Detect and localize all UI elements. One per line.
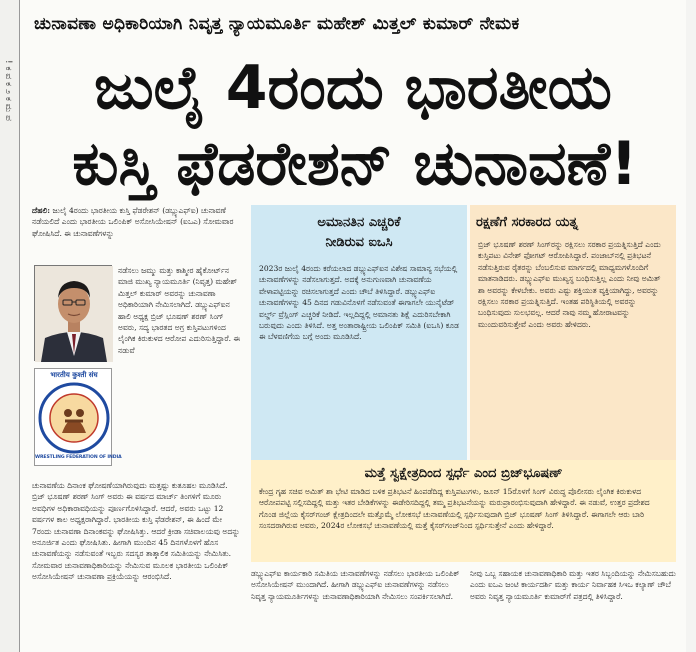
- adjacent-page-fragment: ! ಕ ವ ಕ ೨ ಕ ಮ ಪ: [3, 60, 13, 121]
- govt-protection-box: [470, 205, 676, 460]
- logo-bottom-text: WRESTLING FEDERATION OF INDIA: [35, 455, 122, 460]
- wfi-logo: [34, 368, 122, 466]
- ioc-box-title: [251, 213, 467, 253]
- portrait-photo: [34, 265, 112, 361]
- govt-box-title: ರಕ್ಷಣೆಗೆ ಸರಕಾರದ ಯತ್ನ: [476, 215, 579, 230]
- article-tail-right: ನೀವು ಒಬ್ಬ ಸಹಾಯಕ ಚುನಾವಣಾಧಿಕಾರಿ ಮತ್ತು ಇತರ ಸಿಬ್ಬಂದಿಯನ್ನು ನೇಮಿಸಬಹುದು ಎಂದು ಐಒಎ ಜಂಟಿ ಕಾರ್ಯದರ್ಶಿ ಮತ್ತು ಕಾರ್ಯ ನಿರ್ವಾಹಕ ಸಿಇಒ ಕಲ್ಯಾಣ್ ಚೌಬೆ ಅವರು ನಿವೃತ್ತ ನ್ಯಾಯಮೂರ್ತಿ ಕುಮಾರ್‌ಗೆ ಪತ್ರದಲ್ಲಿ ತಿಳಿಸಿದ್ದಾರೆ.: [470, 569, 676, 601]
- page-edge: [686, 0, 696, 652]
- intro-text: ಜುಲೈ 4ರಂದು ಭಾರತೀಯ ಕುಸ್ತಿ ಫೆಡರೇಶನ್ (ಡಬ್ಲ್ಯುಎಫ್ಐ) ಚುನಾವಣೆ ನಡೆಯಲಿದೆ ಎಂದು ಭಾರತೀಯ ಒಲಿಂಪಿಕ್ ಅಸೋಸಿಯೇಷನ್ (ಐಒಎ) ಸೋಮವಾರ ಘೋಷಿಸಿದೆ. ಈ ಚುನಾವಣೆಗಳನ್ನು: [32, 206, 234, 238]
- adjacent-page-strip: [0, 0, 20, 652]
- ioc-box-body: 2023ರ ಜುಲೈ 4ರಂದು ಕರೆಯಲಾದ ಡಬ್ಲ್ಯುಎಫ್ಐನ ವಿಶೇಷ ಸಾಮಾನ್ಯ ಸಭೆಯಲ್ಲಿ ಚುನಾವಣೆಗಳನ್ನು ನಡೆಸಲಾಗುತ್ತದೆ. ಅದಕ್ಕೆ ಅನುಗುಣವಾಗಿ ಚುನಾವಣೆಯ ವೇಳಾಪಟ್ಟಿಯನ್ನು ರಚಿಸಲಾಗುತ್ತದೆ ಎಂದು ಚೌಬೆ ತಿಳಿಸಿದ್ದಾರೆ. ಡಬ್ಲ್ಯುಎಫ್ಐ ಚುನಾವಣೆಗಳನ್ನು 45 ದಿನದ ಗಡುವಿನೊಳಗೆ ನಡೆಸುವಂತೆ ಈಗಾಗಲೇ ಯುನೈಟೆಡ್ ವರ್ಲ್ಡ್ ವ್ರೆಸ್ಲಿಂಗ್ ಎಚ್ಚರಿಕೆ ನೀಡಿದೆ. ಇಲ್ಲದಿದ್ದಲ್ಲಿ ಅಮಾನತು ಶಿಕ್ಷೆ ಎದುರಿಸಬೇಕಾಗಿ ಬರುವುದು ಎಂದು ತಿಳಿಸಿದೆ. ಅತ್ತ ಅಂತಾರಾಷ್ಟ್ರೀಯ ಒಲಿಂಪಿಕ್ ಸಮಿತಿ (ಐಒಸಿ) ಕೂಡ ಈ ಬೆಳವಣಿಗೆಯ ಬಗ್ಗೆ ಅಂದು ಮೂಡಿಸಿದೆ.: [259, 264, 459, 342]
- headline-line-1: ಜುಲೈ 4ರಂದು ಭಾರತೀಯ: [94, 53, 612, 123]
- article-tail-middle: ಡಬ್ಲ್ಯುಎಫ್ಐ ಕಾರ್ಯಕಾರಿ ಸಮಿತಿಯ ಚುನಾವಣೆಗಳನ್ನು ನಡೆಸಲು ಭಾರತೀಯ ಒಲಿಂಪಿಕ್ ಅಸೋಸಿಯೇಷನ್ ಮುಂದಾಗಿದೆ. ಹೀಗಾಗಿ ಡಬ್ಲ್ಯುಎಫ್ಐ ಚುನಾವಣೆಗಳನ್ನು ನಡೆಸಲು ನಿವೃತ್ತ ನ್ಯಾಯಮೂರ್ತಿಗಳನ್ನು ಚುನಾವಣಾಧಿಕಾರಿಯಾಗಿ ನೇಮಿಸಲು ಸಂಪರ್ಕಿಸಲಾಗಿದೆ.: [251, 569, 460, 601]
- logo-top-text: भारतीय कुश्ती संघ: [50, 371, 98, 379]
- brijbhushan-contest-box: [251, 460, 676, 562]
- govt-box-body: ಬ್ರಿಜ್ ಭೂಷಣ್ ಶರಣ್ ಸಿಂಗ್‌ರನ್ನು ರಕ್ಷಿಸಲು ಸರಕಾರ ಪ್ರಯತ್ನಿಸುತ್ತಿದೆ ಎಂದು ಕುಸ್ತಿಪಟು ವಿನೇಶ್ ಫೋಗಟ್ ಆರೋಪಿಸಿದ್ದಾರೆ. ಪಂಜಾಬ್‌ನಲ್ಲಿ ಪ್ರತಿಭಟನೆ ನಡೆಸುತ್ತಿರುವ ರೈತರನ್ನು ಬೆಂಬಲಿಸುವ ಮಾರ್ಗದಲ್ಲಿ ಮಾಧ್ಯಮಗಳೊಂದಿಗೆ ಮಾತನಾಡಿದರು. ಡಬ್ಲ್ಯುಎಫ್ಐ ಮುಖ್ಯಸ್ಥ ಬಂಧಿಸುತ್ತಿಲ್ಲ ಎಂದು ನೀವು ಅಮಿತ್ ಶಾ ಅವರನ್ನು ಕೇಳಬೇಕು. ಅವರು ಎಷ್ಟು ಶಕ್ತಿಯುತ ವ್ಯಕ್ತಿಯಾಗಿದ್ದು, ಅವರನ್ನು ರಕ್ಷಿಸಲು ಸರಕಾರ ಪ್ರಯತ್ನಿಸುತ್ತಿದೆ. ಇಂತಹ ಪರಿಸ್ಥಿತಿಯಲ್ಲಿ ಅವರನ್ನು ಬಂಧಿಸುವುದು ಸುಲಭವಲ್ಲ. ಆದರೆ ನಾವು ನಮ್ಮ ಹೋರಾಟವನ್ನು ಮುಂದುವರಿಸುತ್ತೇವೆ ಎಂದು ಅವರು ಹೇಳಿದರು.: [478, 240, 661, 329]
- dateline: ದೆಹಲಿ:: [32, 206, 51, 215]
- article-continued: ನಡೆಸಲು ಜಮ್ಮು ಮತ್ತು ಕಾಶ್ಮೀರ ಹೈಕೋರ್ಟ್‌ನ ಮಾಜಿ ಮುಖ್ಯ ನ್ಯಾಯಮೂರ್ತಿ (ನಿವೃತ್ತ) ಮಹೇಶ್ ಮಿತ್ತಲ್ ಕುಮಾರ್ ಅವರನ್ನು ಚುನಾವಣಾ ಅಧಿಕಾರಿಯಾಗಿ ನೇಮಿಸಲಾಗಿದೆ. ಡಬ್ಲ್ಯುಎಫ್ಐನ ಹಾಲಿ ಅಧ್ಯಕ್ಷ ಬ್ರಿಜ್ ಭೂಷಣ್ ಶರಣ್ ಸಿಂಗ್ ಅವರು, ಸದ್ಯ ಭಾರತದ ಅಗ್ರ ಕುಸ್ತಿಪಟುಗಳಿಂದ ಲೈಂಗಿಕ ಕಿರುಕುಳದ ಆರೋಪ ಎದುರಿಸುತ್ತಿದ್ದಾರೆ. ಈ ನಡುವೆ: [118, 266, 241, 355]
- article-body: ಚುನಾವಣೆಯ ದಿನಾಂಕ ಘೋಷಣೆಯಾಗಿರುವುದು ಮತ್ತಷ್ಟು ಕುತೂಹಲ ಮೂಡಿಸಿದೆ. ಬ್ರಿಜ್ ಭೂಷಣ್ ಶರಣ್ ಸಿಂಗ್ ಅವರು ಈ ವರ್ಷದ ಮಾರ್ಚ್ ತಿಂಗಳಿಗೆ ಮೂರು ಅವಧಿಗಳ ಅಧಿಕಾರಾವಧಿಯನ್ನು ಪೂರ್ಣಗೊಳಿಸಿದ್ದಾರೆ. ಆದರೆ, ಅವರು ಒಟ್ಟು 12 ವರ್ಷಗಳ ಕಾಲ ಅಧ್ಯಕ್ಷರಾಗಿದ್ದಾರೆ. ಭಾರತೀಯ ಕುಸ್ತಿ ಫೆಡರೇಶನ್, ಈ ಹಿಂದೆ ಮೇ 7ರಂದು ಚುನಾವಣಾ ದಿನಾಂಕವನ್ನು ಘೋಷಿಸಿತ್ತು. ಆದರೆ ಕ್ರೀಡಾ ಸಚಿವಾಲಯವು ಅದನ್ನು ಅನೂರ್ಜಿತ ಎಂದು ಘೋಷಿಸಿತು. ಹೀಗಾಗಿ ಮುಂದಿನ 45 ದಿನಗಳೊಳಗೆ ಹೊಸ ಚುನಾವಣೆಯನ್ನು ನಡೆಸುವಂತೆ ಇಬ್ಬರು ಸದಸ್ಯರ ತಾತ್ಕಾಲಿಕ ಸಮಿತಿಯನ್ನು ನೇಮಿಸಿತು. ಸೋಮವಾರ ಚುನಾವಣಾಧಿಕಾರಿಯನ್ನು ನೇಮಿಸುವ ಮೂಲಕ ಭಾರತೀಯ ಒಲಿಂಪಿಕ್ ಅಸೋಸಿಯೇಷನ್ ಚುನಾವಣಾ ಪ್ರಕ್ರಿಯೆಯನ್ನು ಆರಂಭಿಸಿದೆ.: [32, 481, 240, 582]
- contest-box-body: ಕೇಂದ್ರ ಗೃಹ ಸಚಿವ ಅಮಿತ್ ಶಾ ಭೇಟಿ ಮಾಡಿದ ಬಳಿಕ ಪ್ರತಿಭಟನೆ ಹಿಂಪಡೆದಿದ್ದ ಕುಸ್ತಿಪಟುಗಳು, ಜೂನ್ 15ರೊಳಗೆ ಸಿಂಗ್ ವಿರುದ್ಧ ಪೊಲೀಸರು ಲೈಂಗಿಕ ಕಿರುಕುಳದ ಆರೋಪಪಟ್ಟಿ ಸಲ್ಲಿಸದಿದ್ದಲ್ಲಿ ಮತ್ತು ಇತರ ಬೇಡಿಕೆಗಳನ್ನು ಈಡೇರಿಸದಿದ್ದಲ್ಲಿ ತಮ್ಮ ಪ್ರತಿಭಟನೆಯನ್ನು ಮರುಪ್ರಾರಂಭಿಸುವುದಾಗಿ ಹೇಳಿದ್ದಾರೆ. ಈ ನಡುವೆ, ಉತ್ತರ ಪ್ರದೇಶದ ಗೊಂಡ ಜಿಲ್ಲೆಯ ಕೈಸರ್‌ಗಂಜ್ ಕ್ಷೇತ್ರದಿಂದಲೇ ಮತ್ತೊಮ್ಮೆ ಲೋಕಸಭೆ ಚುನಾವಣೆಯಲ್ಲಿ ಸ್ಪರ್ಧಿಸುವುದಾಗಿ ಬ್ರಿಜ್ ಭೂಷಣ್ ಸಿಂಗ್ ತಿಳಿಸಿದ್ದಾರೆ. ಈಗಾಗಲೇ ಆರು ಬಾರಿ ಸಂಸದರಾಗಿರುವ ಅವರು, 2024ರ ಲೋಕಸಭೆ ಚುನಾವಣೆಯಲ್ಲಿ ಮತ್ತೆ ಕೈಸರ್‌ಗಂಜ್‌ನಿಂದ ಸ್ಪರ್ಧಿಸುತ್ತೇನೆ ಎಂದು ಹೇಳಿದ್ದಾರೆ.: [259, 487, 650, 531]
- ioc-box-title-line1: ಅಮಾನತಿನ ಎಚ್ಚರಿಕೆ: [317, 215, 401, 230]
- portrait-illustration: [35, 266, 113, 362]
- ioc-box-title-line2: ನೀಡಿರುವ ಐಒಸಿ: [325, 235, 393, 250]
- headline-line-2: ಕುಸ್ತಿ ಫೆಡರೇಶನ್ ಚುನಾವಣೆ!: [72, 129, 638, 199]
- kicker: ಚುನಾವಣಾ ಅಧಿಕಾರಿಯಾಗಿ ನಿವೃತ್ತ ನ್ಯಾಯಮೂರ್ತಿ ಮಹೇಶ್ ಮಿತ್ತಲ್ ಕುಮಾರ್ ನೇಮಕ: [34, 14, 520, 34]
- wfi-emblem: [35, 369, 122, 467]
- contest-box-title: ಮತ್ತೆ ಸ್ವಕ್ಷೇತ್ರದಿಂದ ಸ್ಪರ್ಧೆ ಎಂದ ಬ್ರಿಜ್‌ಭೂಷಣ್: [364, 466, 563, 481]
- ioc-warning-box: [251, 205, 467, 460]
